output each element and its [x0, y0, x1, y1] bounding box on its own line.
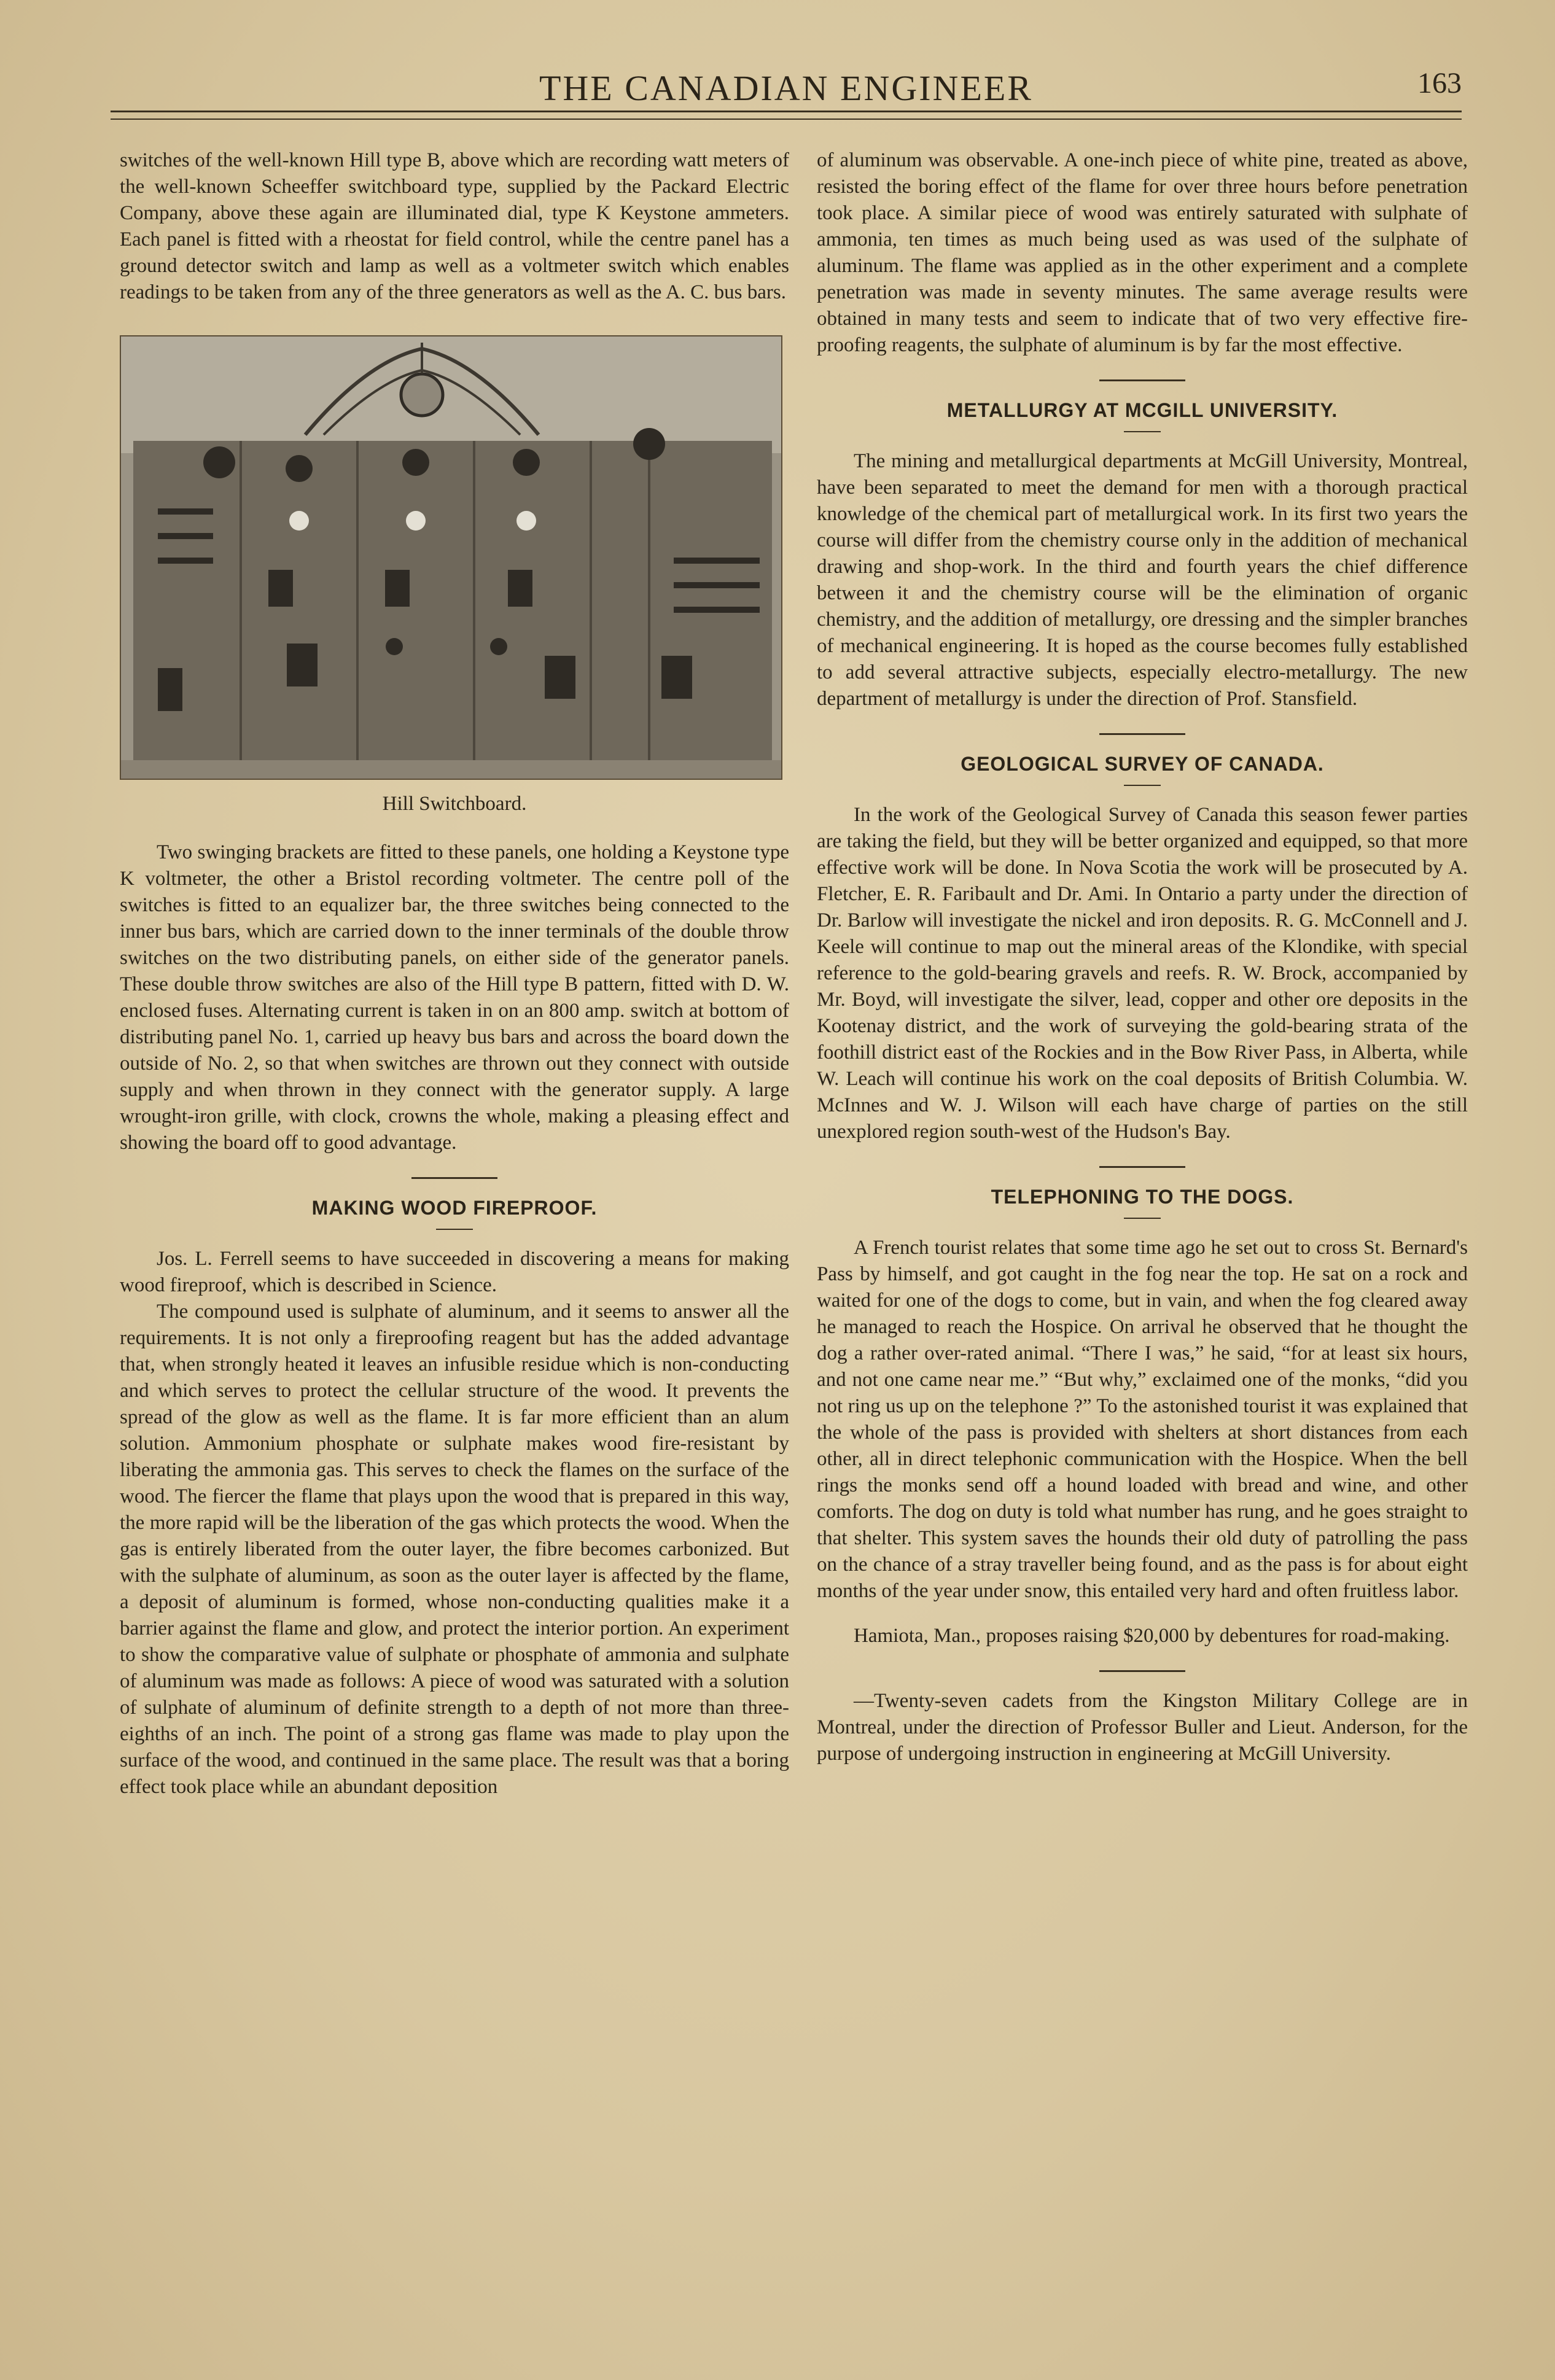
wood-paragraph-2: The compound used is sulphate of aluminum, and it seems to answer all the requirements. It is not only a fireproofing reagent but has the added advantage that, when strongly heated it leaves an infusible residue which is non-conducting and which serves to protect the cellular structure of the wood. It prevents the spread of the glow as well as the flame. It is far more efficient than an alum solution. Ammonium phosphate or sulphate makes wood fire-resistant by liberating the ammonia gas. This serves to check the flames on the surface of the wood. The fiercer the flame that plays upon the wood that is prepared in this way, the more rapid will be the liberation of the gas which protects the wood. When the gas is entirely liberated from the outer layer, the fibre becomes carbonized. But with the sulphate of aluminum, as soon as the outer layer is affected by the flame, a deposit of aluminum is formed, whose non-conducting qualities make it a barrier against the flame and glow, and protect the interior portion. An experiment to show the comparative value of sulphate or phosphate of ammonia and sulphate of aluminum was made as follows: A piece of wood was saturated with a solution of sulphate of aluminum of definite strength to a depth of not more than three-eighths of an inch. The point of a strong gas flame was made to play upon the surface of the wood, and continued in the same place. The result was that a boring effect took place while an abundant deposition — [120, 1301, 789, 1798]
switchboard-intro-paragraph: switches of the well-known Hill type B, above which are recording watt meters of the well-known Scheeffer switchboard type, supplied by the Packard Electric Company, above these again are illuminated dial, type K Keystone ammeters. Each panel is fitted with a rheostat for field control, while the centre panel has a ground detector switch and lamp as well as a voltmeter switch which enables readings to be taken from any of the three generators as well as the A. C. bus bars. — [120, 149, 789, 303]
hill-switchboard-photo — [120, 335, 782, 780]
heading-underline — [1124, 785, 1161, 786]
mcgill-paragraph: The mining and metallurgical departments at McGill University, Montreal, have been separated to meet the demand for men with a thorough practical knowledge of the chemical part of metallurgical work. In its first two years the course will differ from the chemistry course only in the addition of mechanical drawing and shop-work. In the third and fourth years the chief difference between it and the chemistry course will be the elimination of organic chemistry, and the addition of metallurgy, ore dressing and the simpler branches of mechanical engineering. It is hoped as the course becomes fully established to add several attractive subjects, especially electro-metallurgy. The new department of metallurgy is under the direction of Prof. Stansfield. — [817, 450, 1468, 710]
journal-title: THE CANADIAN ENGINEER — [539, 68, 1033, 108]
brackets-paragraph: Two swinging brackets are fitted to these panels, one holding a Keystone type K voltmeter, the other a Bristol recording voltmeter. The centre poll of the switches is fitted to an equalizer bar, the three switches being connected to the inner bus bars, which are carried down to the inner terminals of the double throw switches on the two distributing panels, on either side of the generator panels. These double throw switches are also of the Hill type B pattern, fitted with D. W. enclosed fuses. Alternating current is taken in on an 800 amp. switch at bottom of distributing panel No. 1, carried up heavy bus bars and across the board down the outside of No. 2, so that when switches are thrown out they connect with outside supply and when thrown in they connect with the generator supply. A large wrought-iron grille, with clock, crowns the whole, making a pleasing effect and showing the board off to good advantage. — [120, 841, 789, 1154]
header-rule — [111, 111, 1462, 120]
wood-paragraph-1: Jos. L. Ferrell seems to have succeeded in discovering a means for making wood fireproof, which is described in Science. — [120, 1248, 789, 1296]
section-divider — [1099, 733, 1185, 735]
wood-fireproof-heading: MAKING WOOD FIREPROOF. — [311, 1197, 598, 1219]
heading-underline — [436, 1229, 473, 1230]
section-divider — [1099, 1166, 1185, 1168]
section-divider — [411, 1177, 497, 1179]
geological-survey-paragraph: In the work of the Geological Survey of Canada this season fewer parties are taking the field, but they will be better organized and equipped, so that more effective work will be done. In Nova Scotia the work will be prosecuted by A. Fletcher, E. R. Faribault and Dr. Ami. In Ontario a party under the direction of Dr. Barlow will investigate the nickel and iron deposits. R. G. McConnell and J. Keele will continue to map out the mineral areas of the Klondike, with special reference to the gold-bearing gravels and reefs. R. W. Brock, accompanied by Mr. Boyd, will investigate the silver, lead, copper and other ore deposits in the Kootenay district, and the work of surveying the gold-bearing strata of the foothill district east of the Rockies and in the Bow River Pass, in Alberta, while W. Leach will continue his work on the coal deposits of British Columbia. W. McInnes and W. J. Wilson will each have charge of parties on the still unexplored region south-west of the Hudson's Bay. — [817, 804, 1468, 1143]
section-divider — [1099, 1670, 1185, 1672]
switchboard-illustration — [121, 336, 781, 779]
heading-underline — [1124, 431, 1161, 432]
hamiota-note: Hamiota, Man., proposes raising $20,000 by debentures for road-making. — [854, 1625, 1450, 1647]
geological-survey-heading: GEOLOGICAL SURVEY OF CANADA. — [961, 753, 1324, 775]
telephoning-dogs-paragraph: A French tourist relates that some time ago he set out to cross St. Bernard's Pass by himself, and got caught in the fog near the top. He sat on a rock and waited for one of the dogs to come, but in vain, and when the fog cleared away he managed to reach the Hospice. On arrival he observed that he thought the dog a rather over-rated animal. “There I was,” he said, “for at least six hours, and not one came near me.” “But why,” exclaimed one of the monks, “did you not ring us up on the telephone ?” To the astonished tourist it was explained that the whole of the pass is provided with shelters at short distances from each other, all in direct telephonic communication with the Hospice. When the bell rings the monks send off a hound loaded with bread and wine, and other comforts. The dog on duty is told what number has rung, and he goes straight to that shelter. This system saves the hounds their old duty of patrolling the pass on the chance of a stray traveller being found, and as the pass is for about eight months of the year under snow, this entailed very hard and often fruitless labor. — [817, 1237, 1468, 1602]
figure-caption: Hill Switchboard. — [382, 793, 527, 815]
running-header — [111, 61, 1462, 111]
section-divider — [1099, 379, 1185, 381]
page-number: 163 — [1417, 67, 1462, 99]
wood-continuation-paragraph: of aluminum was observable. A one-inch piece of white pine, treated as above, resisted the boring effect of the flame for over three hours before penetration took place. A similar piece of wood was entirely saturated with sulphate of ammonia, ten times as much being used as was used of the sulphate of aluminum. The flame was applied as in the other experiment and a complete penetration was made in seventy minutes. The same average results were obtained in many tests and seem to indicate that of two very effective fire-proofing reagents, the sulphate of aluminum is by far the most effective. — [817, 149, 1468, 356]
telephoning-dogs-heading: TELEPHONING TO THE DOGS. — [991, 1186, 1294, 1208]
left-column — [120, 147, 789, 1800]
mcgill-heading: METALLURGY AT MCGILL UNIVERSITY. — [946, 399, 1338, 421]
right-column — [817, 147, 1468, 1767]
heading-underline — [1124, 1218, 1161, 1219]
cadets-note: —Twenty-seven cadets from the Kingston Military College are in Montreal, under the direction of Professor Buller and Lieut. Anderson, for the purpose of undergoing instruction in engineering at McGill University. — [817, 1690, 1468, 1765]
